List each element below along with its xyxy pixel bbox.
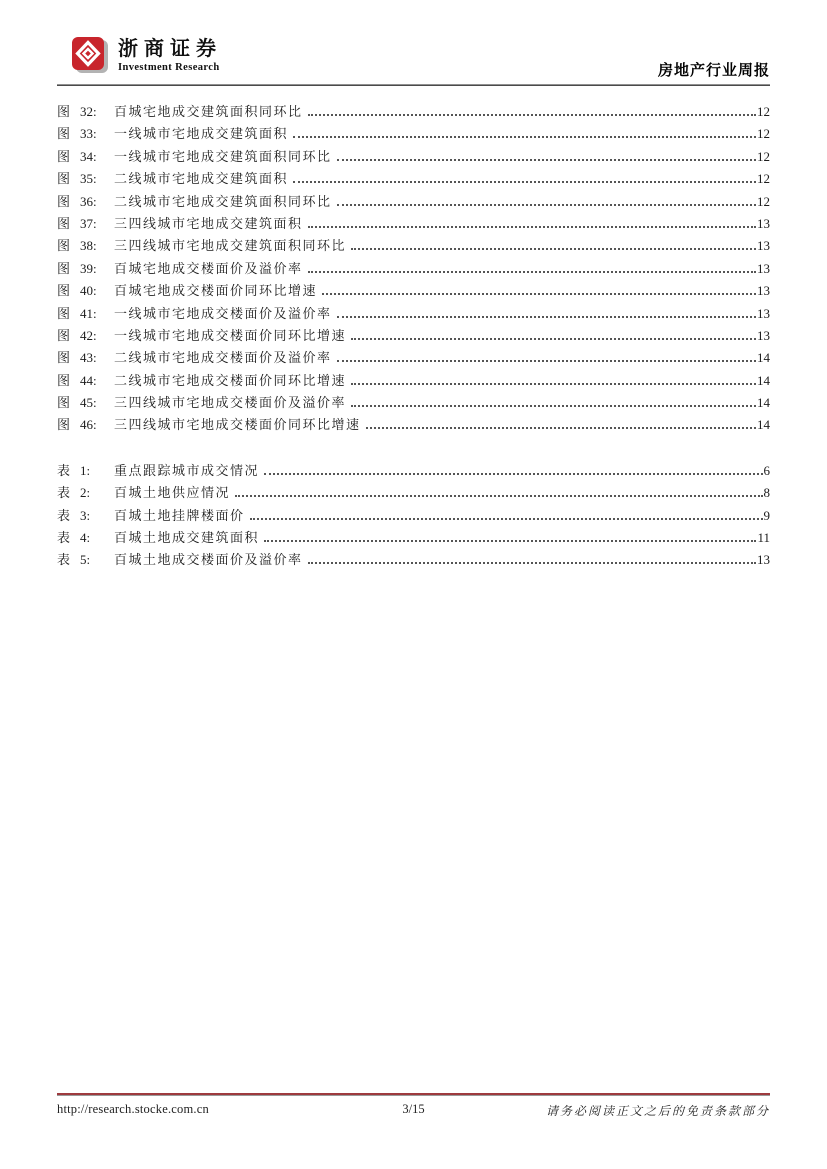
toc-entry-title: 三四线城市宅地成交楼面价同环比增速 <box>114 417 361 433</box>
toc-entry-number: 39: <box>80 260 97 276</box>
dotted-leader <box>308 271 756 273</box>
toc-entry-type: 表 <box>57 507 72 523</box>
dotted-leader <box>337 360 756 362</box>
toc-entry-type: 图 <box>57 260 72 276</box>
table-of-contents <box>57 101 770 572</box>
zheshang-logo-icon <box>71 36 109 81</box>
toc-entry-type: 图 <box>57 215 72 231</box>
toc-entry[interactable] <box>57 482 770 504</box>
report-title: 房地产行业周报 <box>657 62 770 79</box>
toc-entry[interactable] <box>57 303 770 325</box>
toc-entry-title: 三四线城市宅地成交建筑面积 <box>114 215 303 231</box>
toc-entry[interactable] <box>57 527 770 549</box>
toc-entry[interactable] <box>57 168 770 190</box>
dotted-leader <box>264 540 756 542</box>
toc-entry-type: 图 <box>57 238 72 254</box>
toc-entry-type: 图 <box>57 283 72 299</box>
toc-entry[interactable] <box>57 213 770 235</box>
toc-entry-page: 13 <box>757 327 770 343</box>
toc-entry-type: 图 <box>57 126 72 142</box>
figures-toc-list <box>57 101 770 437</box>
footer-disclaimer: 请务必阅读正文之后的免责条款部分 <box>545 1104 770 1118</box>
toc-entry-type: 图 <box>57 148 72 164</box>
toc-entry-page: 14 <box>757 417 770 433</box>
toc-entry[interactable] <box>57 146 770 168</box>
toc-entry-type: 表 <box>57 552 72 568</box>
toc-entry[interactable] <box>57 460 770 482</box>
toc-entry[interactable] <box>57 191 770 213</box>
toc-entry-title: 百城土地成交建筑面积 <box>114 530 260 546</box>
toc-entry-number: 3: <box>80 507 91 523</box>
toc-entry-page: 14 <box>757 350 770 366</box>
toc-entry-page: 13 <box>757 283 770 299</box>
dotted-leader <box>308 562 756 564</box>
brand-name: 浙商证券 <box>118 38 222 60</box>
toc-entry-type: 图 <box>57 193 72 209</box>
toc-entry[interactable] <box>57 123 770 145</box>
toc-entry-page: 11 <box>757 530 770 546</box>
toc-entry-title: 二线城市宅地成交楼面价及溢价率 <box>114 350 332 366</box>
toc-entry-number: 34: <box>80 148 97 164</box>
toc-entry-type: 图 <box>57 327 72 343</box>
toc-entry[interactable] <box>57 347 770 369</box>
toc-entry-number: 43: <box>80 350 97 366</box>
toc-entry-type: 表 <box>57 530 72 546</box>
toc-entry-type: 表 <box>57 485 72 501</box>
toc-entry-page: 14 <box>757 372 770 388</box>
toc-entry-type: 图 <box>57 395 72 411</box>
toc-entry-type: 图 <box>57 350 72 366</box>
toc-entry-number: 40: <box>80 283 97 299</box>
toc-entry-title: 二线城市宅地成交建筑面积同环比 <box>114 193 332 209</box>
dotted-leader <box>308 114 756 116</box>
toc-entry-number: 1: <box>80 462 91 478</box>
header-divider <box>57 84 770 86</box>
page-number-indicator: 3/15 <box>402 1102 425 1116</box>
toc-entry-title: 一线城市宅地成交楼面价同环比增速 <box>114 327 347 343</box>
toc-entry-number: 4: <box>80 530 91 546</box>
toc-entry[interactable] <box>57 370 770 392</box>
footer-divider-gray <box>57 1095 770 1096</box>
toc-entry-type: 图 <box>57 372 72 388</box>
toc-entry-page: 13 <box>757 238 770 254</box>
toc-entry-number: 2: <box>80 485 91 501</box>
toc-entry-number: 33: <box>80 126 97 142</box>
toc-entry-page: 9 <box>763 507 770 523</box>
toc-entry-number: 35: <box>80 171 97 187</box>
toc-entry-page: 13 <box>757 305 770 321</box>
toc-entry-type: 表 <box>57 462 72 478</box>
brand-text <box>118 36 222 73</box>
toc-entry-title: 二线城市宅地成交建筑面积 <box>114 171 289 187</box>
dotted-leader <box>351 383 756 385</box>
toc-entry-number: 37: <box>80 215 97 231</box>
toc-entry[interactable] <box>57 280 770 302</box>
toc-entry-page: 12 <box>757 171 770 187</box>
dotted-leader <box>351 405 756 407</box>
toc-entry-number: 46: <box>80 417 97 433</box>
toc-entry-number: 41: <box>80 305 97 321</box>
toc-entry-page: 6 <box>763 462 770 478</box>
toc-entry-title: 三四线城市宅地成交建筑面积同环比 <box>114 238 347 254</box>
toc-entry-title: 百城土地成交楼面价及溢价率 <box>114 552 303 568</box>
toc-entry-number: 5: <box>80 552 91 568</box>
toc-entry-page: 12 <box>757 104 770 119</box>
toc-entry-title: 二线城市宅地成交楼面价同环比增速 <box>114 372 347 388</box>
dotted-leader <box>250 518 763 520</box>
dotted-leader <box>337 204 756 206</box>
toc-entry[interactable] <box>57 414 770 436</box>
toc-entry-title: 百城宅地成交楼面价同环比增速 <box>114 283 318 299</box>
dotted-leader <box>351 338 756 340</box>
dotted-leader <box>235 495 762 497</box>
toc-entry-title: 一线城市宅地成交建筑面积同环比 <box>114 148 332 164</box>
dotted-leader <box>264 473 762 475</box>
toc-entry-page: 12 <box>757 193 770 209</box>
toc-entry-title: 一线城市宅地成交楼面价及溢价率 <box>114 305 332 321</box>
toc-entry-title: 重点跟踪城市成交情况 <box>114 462 260 478</box>
report-footer <box>57 1093 770 1120</box>
toc-entry-title: 三四线城市宅地成交楼面价及溢价率 <box>114 395 347 411</box>
toc-entry-number: 44: <box>80 372 97 388</box>
toc-entry-page: 13 <box>757 260 770 276</box>
brand-subtitle: Investment Research <box>118 62 220 73</box>
footer-row <box>57 1102 770 1120</box>
toc-entry[interactable] <box>57 325 770 347</box>
toc-entry-page: 8 <box>763 485 770 501</box>
dotted-leader <box>293 136 756 138</box>
report-header <box>57 0 770 88</box>
toc-entry-type: 图 <box>57 417 72 433</box>
toc-entry-title: 百城土地挂牌楼面价 <box>114 507 245 523</box>
dotted-leader <box>322 293 756 295</box>
toc-entry-title: 百城宅地成交建筑面积同环比 <box>114 104 303 119</box>
toc-entry-page: 14 <box>757 395 770 411</box>
toc-entry-number: 45: <box>80 395 97 411</box>
dotted-leader <box>351 248 756 250</box>
dotted-leader <box>308 226 756 228</box>
toc-entry-title: 百城土地供应情况 <box>114 485 231 501</box>
dotted-leader <box>293 181 756 183</box>
footer-url-link[interactable]: http://research.stocke.com.cn <box>57 1102 209 1116</box>
dotted-leader <box>337 316 756 318</box>
toc-entry[interactable] <box>57 258 770 280</box>
dotted-leader <box>337 159 756 161</box>
toc-entry-type: 图 <box>57 171 72 187</box>
toc-entry-page: 13 <box>757 215 770 231</box>
toc-entry[interactable] <box>57 505 770 527</box>
toc-entry-number: 38: <box>80 238 97 254</box>
toc-entry-type: 图 <box>57 305 72 321</box>
toc-entry-page: 12 <box>757 148 770 164</box>
toc-entry-number: 36: <box>80 193 97 209</box>
brand-logo <box>71 36 222 81</box>
toc-entry-number: 32: <box>80 104 97 119</box>
toc-entry-type: 图 <box>57 104 72 119</box>
toc-entry-title: 百城宅地成交楼面价及溢价率 <box>114 260 303 276</box>
toc-entry[interactable] <box>57 101 770 123</box>
tables-toc-list <box>57 460 770 572</box>
toc-entry[interactable] <box>57 549 770 571</box>
toc-entry-page: 12 <box>757 126 770 142</box>
toc-entry-title: 一线城市宅地成交建筑面积 <box>114 126 289 142</box>
toc-entry[interactable] <box>57 235 770 257</box>
toc-entry-page: 13 <box>757 552 770 568</box>
toc-entry-number: 42: <box>80 327 97 343</box>
dotted-leader <box>366 427 756 429</box>
toc-entry[interactable] <box>57 392 770 414</box>
